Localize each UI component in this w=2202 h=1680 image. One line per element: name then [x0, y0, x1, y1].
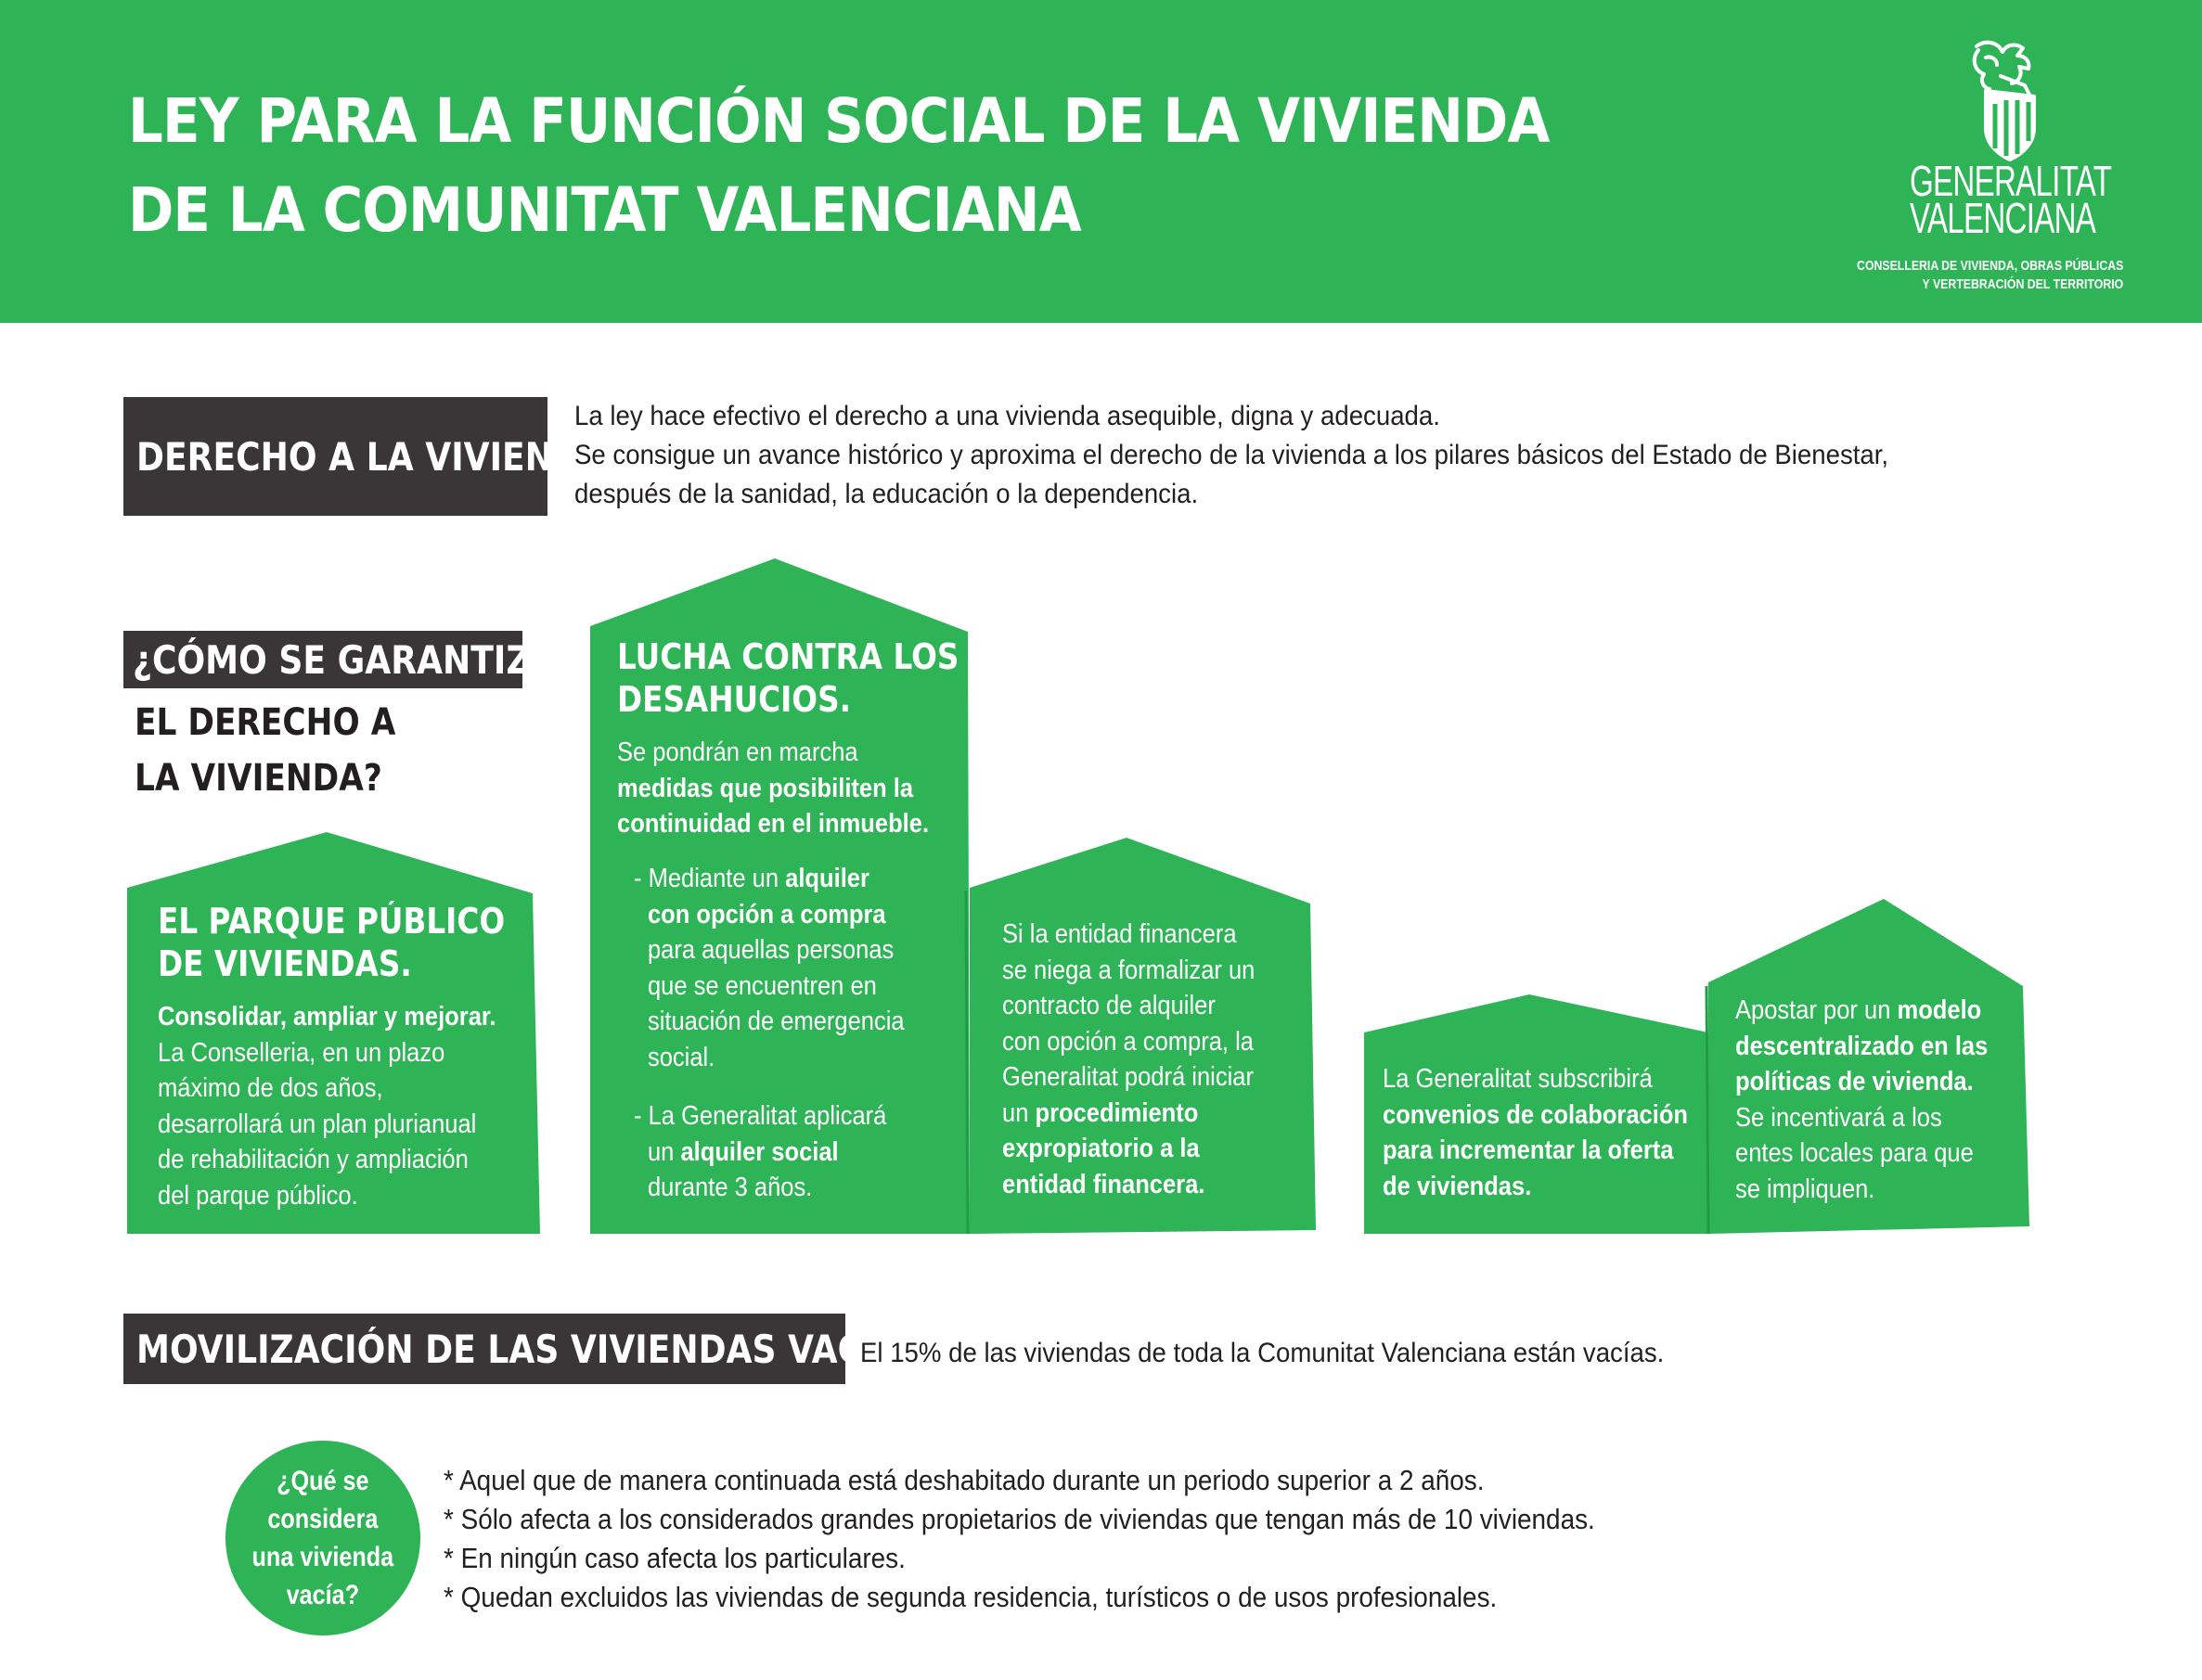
desahucios-item-a: - Mediante un alquiler con opción a compra para aquellas personas que se encuentren en situación de emergencia social.: [634, 864, 905, 1072]
vacia-bullet-4: * Quedan excluidos las viviendas de segunda residencia, turísticos o de usos profesionales.: [444, 1581, 1498, 1613]
derecho-text-line3: después de la sanidad, la educación o la dependencia.: [574, 479, 1199, 509]
derecho-text-line1: La ley hace efectivo el derecho a una vivienda asequible, digna y adecuada.: [574, 401, 1440, 431]
parque-text: Consolidar, ampliar y mejorar. La Conselleria, en un plazo máximo de dos años, desarrollará un plan plurianual de rehabilitación y ampliación del parque público.: [158, 1002, 496, 1211]
garantiza-label: ¿CÓMO SE GARANTIZA: [123, 631, 522, 688]
vacia-bullet-3: * En ningún caso afecta los particulares.: [444, 1542, 906, 1574]
page-title-line1: LEY PARA LA FUNCIÓN SOCIAL DE LA VIVIENDA: [128, 85, 1550, 157]
modelo-text: Apostar por un modelo descentralizado en las políticas de vivienda. Se incentivará a los entes locales para que se impliquen.: [1735, 995, 1989, 1204]
vacia-bullet-2: * Sólo afecta a los considerados grandes propietarios de viviendas que tengan más de 10 viviendas.: [444, 1503, 1595, 1535]
movilizacion-label: MOVILIZACIÓN DE LAS VIVIENDAS VACÍAS: [123, 1314, 845, 1384]
logo-name-line2: VALENCIANA: [1910, 194, 2096, 242]
desahucios-title-line2: DESAHUCIOS.: [617, 679, 852, 720]
garantiza-line2: EL DERECHO A: [135, 701, 396, 744]
parque-title-line2: DE VIVIENDAS.: [158, 943, 412, 984]
page-title-line2: DE LA COMUNITAT VALENCIANA: [128, 174, 1081, 246]
desahucios-intro: Se pondrán en marcha medidas que posibiliten la continuidad en el inmueble.: [617, 737, 930, 839]
derecho-text-line2: Se consigue un avance histórico y aproxima el derecho de la vivienda a los pilares básicos del Estado de Bienestar,: [574, 440, 1889, 470]
derecho-label: DERECHO A LA VIVIENDA: [123, 397, 547, 516]
desahucios-item-b: - La Generalitat aplicará un alquiler social durante 3 años.: [634, 1101, 887, 1202]
convenios-text: La Generalitat subscribirá convenios de colaboración para incrementar la oferta de viviendas.: [1383, 1064, 1689, 1201]
movilizacion-text: El 15% de las viviendas de toda la Comunitat Valenciana están vacías.: [860, 1338, 1665, 1368]
logo-name-line1: GENERALITAT: [1910, 157, 2112, 205]
logo-sub-line2: Y VERTEBRACIÓN DEL TERRITORIO: [1922, 276, 2123, 292]
garantiza-line3: LA VIVIENDA?: [135, 757, 382, 800]
desahucios-title-line1: LUCHA CONTRA LOS: [617, 636, 959, 677]
parque-title-line1: EL PARQUE PÚBLICO: [158, 901, 506, 942]
logo-sub-line1: CONSELLERIA DE VIVIENDA, OBRAS PÚBLICAS: [1856, 258, 2123, 274]
vivienda-vacia-badge: ¿Qué se considera una vivienda vacía?: [225, 1441, 420, 1635]
vacia-bullet-1: * Aquel que de manera continuada está deshabitado durante un periodo superior a 2 años.: [444, 1464, 1485, 1496]
entidad-text: Si la entidad financera se niega a formalizar un contracto de alquiler con opción a compra, la Generalitat podrá iniciar un procedimiento expropiatorio a la entidad financera.: [1002, 919, 1256, 1199]
